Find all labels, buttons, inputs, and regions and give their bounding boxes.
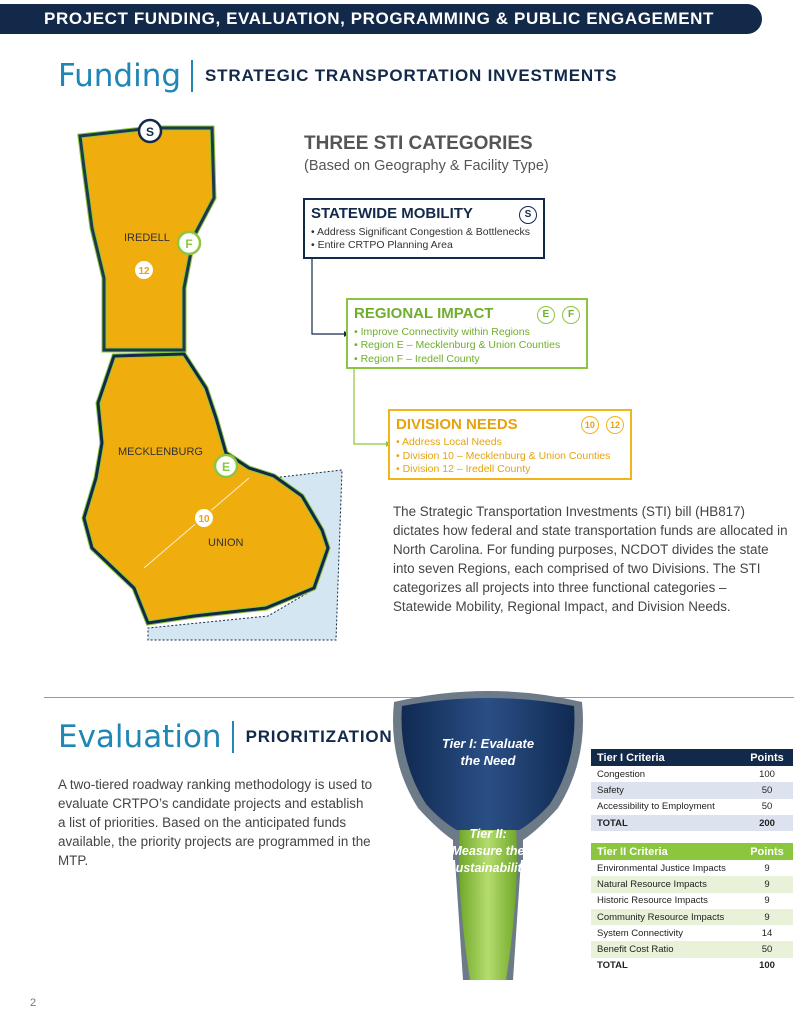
sti-categories-title: THREE STI CATEGORIES: [304, 133, 533, 154]
criterion-name: Safety: [591, 782, 741, 798]
table-row: [591, 860, 793, 876]
tier1-criteria-header: Tier I Criteria: [591, 749, 741, 766]
division-10-badge: 10: [581, 416, 599, 434]
tier1-funnel-label-line1: Tier I: Evaluate: [441, 736, 535, 751]
total-label: TOTAL: [597, 960, 628, 972]
criterion-points: 50: [761, 801, 773, 813]
sti-categories-subtitle: (Based on Geography & Facility Type): [304, 158, 549, 174]
table-row: [591, 925, 793, 941]
heading-divider: [191, 60, 193, 92]
criterion-name: Environmental Justice Impacts: [597, 862, 726, 874]
tier2-funnel-label-line3: Sustainability: [447, 861, 529, 875]
table-row: [591, 766, 793, 782]
statewide-mobility-box: [303, 198, 545, 259]
regional-item: • Region E – Mecklenburg & Union Counties: [354, 339, 561, 351]
page-banner: PROJECT FUNDING, EVALUATION, PROGRAMMING & PUBLIC ENGAGEMENT: [0, 4, 762, 34]
criterion-name: Congestion: [597, 768, 646, 780]
region-e-badge: E: [537, 306, 555, 324]
crtpo-region-map: [44, 118, 344, 648]
tier1-points-header: Points: [741, 749, 793, 766]
table-row: [591, 799, 793, 815]
evaluation-heading: [58, 719, 392, 755]
f-marker: [178, 232, 200, 254]
funding-subtitle: STRATEGIC TRANSPORTATION INVESTMENTS: [205, 66, 618, 85]
evaluation-title: Evaluation: [58, 719, 222, 755]
criterion-points: 14: [761, 927, 773, 939]
total-label: TOTAL: [591, 815, 741, 831]
criterion-name: Community Resource Impacts: [591, 909, 741, 925]
statewide-badge: S: [519, 206, 537, 224]
criterion-points: 9: [764, 862, 770, 874]
criterion-name: Natural Resource Impacts: [591, 876, 741, 892]
statewide-item: • Entire CRTPO Planning Area: [311, 239, 453, 251]
criterion-name: Benefit Cost Ratio: [591, 941, 741, 957]
sti-description: The Strategic Transportation Investments (STI) bill (HB817) dictates how federal and state transportation funds are allocated in North Carolina. For funding purposes, NCDOT divides the state into seven Regions, each comprised of two Divisions. The STI categorizes all projects into three functional categories – Statewide Mobility, Regional Impact, and Division Needs.: [393, 504, 788, 614]
tier2-criteria-header: Tier II Criteria: [591, 843, 741, 860]
tier2-points-header: Points: [741, 843, 793, 860]
svg-text:12: 12: [138, 266, 150, 277]
heading-divider: [232, 721, 234, 753]
statewide-mobility-title: STATEWIDE MOBILITY: [311, 205, 473, 223]
regional-impact-title: REGIONAL IMPACT: [354, 305, 494, 323]
division-needs-box: [388, 409, 632, 480]
tier2-criteria-table: [591, 843, 793, 974]
regional-impact-box: [346, 298, 588, 369]
region-f-badge: F: [562, 306, 580, 324]
tier2-funnel-label-line1: Tier II:: [469, 827, 507, 841]
svg-text:E: E: [221, 460, 231, 474]
total-points: 200: [741, 815, 793, 831]
division-item: • Division 12 – Iredell County: [396, 463, 531, 475]
criterion-points: 9: [741, 876, 793, 892]
svg-text:S: S: [145, 125, 155, 139]
table-header-row: [591, 843, 793, 860]
mecklenburg-label: MECKLENBURG: [118, 446, 203, 458]
criterion-points: 9: [741, 909, 793, 925]
criterion-points: 50: [741, 941, 793, 957]
criterion-name: Accessibility to Employment: [597, 801, 715, 813]
division-12-badge: 12: [606, 416, 624, 434]
total-points: 100: [759, 960, 775, 972]
e-marker: [215, 455, 237, 477]
union-label: UNION: [208, 537, 244, 549]
funding-title: Funding: [58, 58, 182, 94]
criterion-points: 50: [741, 782, 793, 798]
tier1-criteria-table: [591, 749, 793, 831]
funding-heading: [58, 58, 617, 94]
division-10-marker: [194, 508, 214, 528]
criterion-name: Historic Resource Impacts: [597, 895, 708, 907]
division-needs-title: DIVISION NEEDS: [396, 416, 518, 433]
page-number: 2: [30, 997, 37, 1009]
table-row: [591, 782, 793, 798]
table-total-row: [591, 958, 793, 974]
regional-item: • Region F – Iredell County: [354, 352, 480, 365]
division-12-marker: [134, 260, 154, 280]
svg-text:10: 10: [198, 514, 210, 525]
iredell-label: IREDELL: [124, 232, 170, 244]
division-item: • Address Local Needs: [396, 436, 502, 448]
regional-item: • Improve Connectivity within Regions: [354, 325, 530, 338]
prioritization-funnel: [388, 690, 588, 990]
criterion-points: 9: [764, 895, 770, 907]
table-row: [591, 893, 793, 909]
division-item: • Division 10 – Mecklenburg & Union Counties: [396, 449, 611, 462]
evaluation-description: A two-tiered roadway ranking methodology is used to evaluate CRTPO’s candidate projects and establish a list of priorities. Based on the anticipated funds available, the priority projects are programmed in the MTP.: [58, 777, 373, 868]
svg-text:F: F: [185, 237, 193, 251]
table-row: [591, 941, 793, 957]
table-header-row: [591, 749, 793, 766]
evaluation-subtitle: PRIORITIZATION: [245, 727, 393, 746]
statewide-item: • Address Significant Congestion & Bottlenecks: [311, 225, 531, 238]
table-total-row: [591, 815, 793, 831]
table-row: [591, 909, 793, 925]
tier1-funnel-label-line2: the Need: [460, 753, 516, 768]
table-row: [591, 876, 793, 892]
criterion-points: 100: [759, 768, 775, 780]
s-marker: [139, 120, 161, 142]
tier2-funnel-label-line2: Measure the: [451, 844, 525, 858]
criterion-name: System Connectivity: [597, 927, 684, 939]
